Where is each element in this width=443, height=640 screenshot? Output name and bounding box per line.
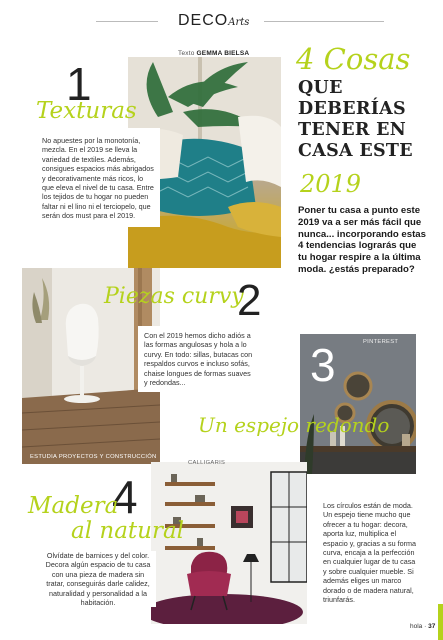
section-1-title: Texturas bbox=[36, 98, 137, 124]
section-4-text: Olvídate de barnices y del color. Decora algún espacio de tu casa con una pieza de madera sin tratar, conseguirás darle calidez, naturalidad y personalidad a la habitación. bbox=[40, 551, 156, 607]
section-2-number: 2 bbox=[237, 276, 262, 325]
folio-publication: hola bbox=[410, 623, 423, 630]
section-1-text: No apuestes por la monotonía, mezcla. En el 2019 se lleva la variedad de textiles. Además, consigues espacios más abrigados y decorativamente más ricos, lo que eleva el nivel de tu casa. Entre los tejidos de tu hogar no pueden faltar ni el lino ni el terciopelo, que serán dos must para el 2019. bbox=[36, 128, 160, 227]
accent-side-bar bbox=[438, 604, 443, 640]
mirror-photo-credit: PINTEREST bbox=[363, 339, 399, 345]
section-2-title: Piezas curvy bbox=[104, 284, 244, 309]
room-photo-credit: CALLIGARIS bbox=[188, 460, 226, 466]
page-title: QUE DEBERÍAS TENER EN CASA ESTE bbox=[298, 78, 413, 161]
section-2-text: Con el 2019 hemos dicho adiós a las formas angulosas y hola a lo curvy. En todo: sillas, butacas con respaldos curvos e incluso sofás, chaise longues de formas suaves y redondas... bbox=[138, 326, 258, 392]
intro-paragraph: Poner tu casa a punto este 2019 va a ser más fácil que nunca... incorporando estas 4 tendencias lograrás que tu hogar respire a la última moda. ¿estás preparado? bbox=[298, 205, 426, 275]
section-4-number: 4 bbox=[112, 471, 138, 523]
section-4-title-line1: Madera bbox=[28, 493, 119, 519]
logo-sub: Arts bbox=[228, 17, 250, 28]
section-3-text: Los círculos están de moda. Un espejo tiene mucho que ofrecer a tu hogar: decora, aporta luz, multiplica el espacio y, gracias a su forma curva, encaja a la perfección en cualquier lugar de tu casa y sobre cualquier mueble. Si además eliges un marco dorado o de madera natural, triunfarás. bbox=[316, 496, 421, 609]
logo-main: DECO bbox=[178, 12, 229, 29]
section-3-number: 3 bbox=[310, 339, 336, 391]
page-folio: hola · 37 bbox=[410, 623, 436, 630]
title-script: 4 Cosas bbox=[296, 42, 411, 76]
page-number: 37 bbox=[428, 623, 436, 630]
section-1-number: 1 bbox=[66, 58, 92, 110]
magazine-section-logo bbox=[178, 12, 248, 32]
chair-photo-credit: ESTUDIA PROYECTOS Y CONSTRUCCIÓN bbox=[30, 454, 157, 460]
section-3-title: Un espejo redondo bbox=[198, 413, 390, 437]
header-rule-left bbox=[96, 21, 158, 22]
byline: Texto GEMMA BIELSA bbox=[178, 50, 250, 57]
byline-author: GEMMA BIELSA bbox=[196, 50, 250, 57]
header-rule-right bbox=[264, 21, 384, 22]
title-year: 2019 bbox=[300, 170, 362, 198]
section-4-title-line2: al natural bbox=[71, 518, 185, 544]
